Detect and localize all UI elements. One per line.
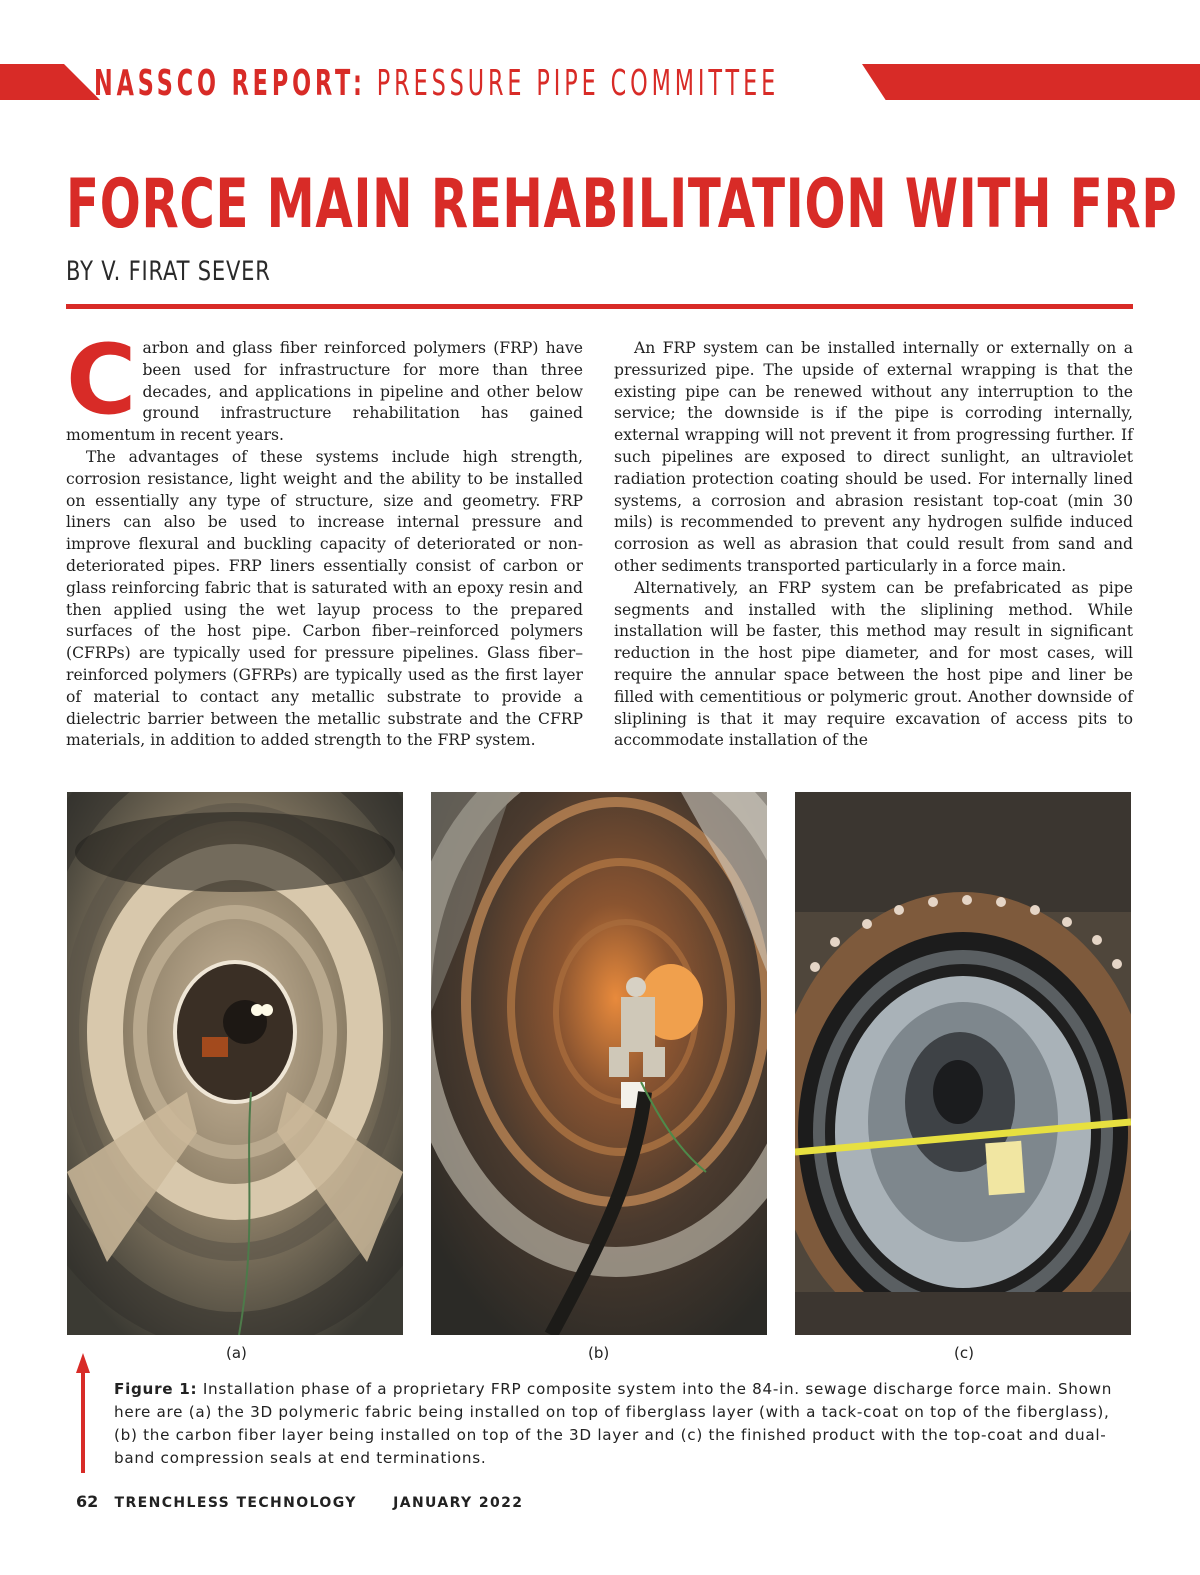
photo-b-worker-in-pipe xyxy=(431,792,767,1335)
paragraph-text: arbon and glass fiber reinforced polymers (FRP) have been used for infrastructure for more than three decades, and applications in pipeline and other below ground infrastructure rehabilitation has gained momentum in recent years. xyxy=(66,339,583,445)
article-byline: BY V. FIRAT SEVER xyxy=(66,256,271,287)
body-paragraph xyxy=(66,324,583,447)
magazine-name: TRENCHLESS TECHNOLOGY xyxy=(114,1495,357,1511)
body-column-right xyxy=(614,338,1133,752)
page-footer xyxy=(76,1490,523,1514)
photo-c-finished-pipe xyxy=(795,792,1131,1335)
figure-caption xyxy=(114,1378,1124,1470)
banner-left-bar xyxy=(0,64,100,100)
photo-a-pipe-interior xyxy=(67,792,403,1335)
section-heading-strong: NASSCO REPORT: xyxy=(94,63,366,104)
body-column-left xyxy=(66,324,583,752)
body-paragraph: The advantages of these systems include high strength, corrosion resistance, light weight and the ability to be installed on essentially any type of structure, size and geometry. FRP liners can also be used to increase internal pressure and improve flexural and buckling capacity of deteriorated or non-deteriorated pipes. FRP liners essentially consist of carbon or glass reinforcing fabric that is saturated with an epoxy resin and then applied using the wet layup process to the prepared surfaces of the host pipe. Carbon fiber–reinforced polymers (CFRPs) are typically used for pressure pipelines. Glass fiber–reinforced polymers (GFRPs) are typically used as the first layer of material to contact any metallic substrate to provide a dielectric barrier between the metallic substrate and the CFRP materials, in addition to added strength to the FRP system. xyxy=(66,447,583,750)
photo-a-label: (a) xyxy=(226,1344,247,1362)
body-paragraph: An FRP system can be installed internally or externally on a pressurized pipe. The upside of external wrapping is that the existing pipe can be renewed without any interruption to the service; the downside is if the pipe is corroding internally, external wrapping will not prevent it from progressing further. If such pipelines are exposed to direct sunlight, an ultraviolet radiation protection coating should be used. For internally lined systems, a corrosion and abrasion resistant top-coat (min 30 mils) is recommended to prevent any hydrogen sulfide induced corrosion as well as abrasion that could result from sand and other sediments transported particularly in a force main. xyxy=(614,339,1133,575)
photo-c-label: (c) xyxy=(954,1344,974,1362)
section-heading-rest: PRESSURE PIPE COMMITTEE xyxy=(365,63,780,104)
photo-b-label: (b) xyxy=(588,1344,610,1362)
figure-caption-label: Figure 1: xyxy=(114,1380,198,1398)
drop-cap: C xyxy=(66,324,137,436)
body-paragraph: Alternatively, an FRP system can be prefabricated as pipe segments and installed with the sliplining method. While installation will be faster, this method may result in significant reduction in the host pipe diameter, and for most cases, will require the annular space between the host pipe and liner be filled with cementitious or polymeric grout. Another downside of sliplining is that it may require excavation of access pits to accommodate installation of the xyxy=(614,578,1133,750)
title-divider xyxy=(66,304,1133,309)
caption-arrow-icon xyxy=(76,1353,90,1473)
issue-date: JANUARY 2022 xyxy=(393,1495,524,1511)
article-title: FORCE MAIN REHABILITATION WITH FRP xyxy=(66,165,1178,244)
section-heading xyxy=(94,62,779,106)
figure-caption-text: Installation phase of a proprietary FRP composite system into the 84-in. sewage discharge force main. Shown here are (a) the 3D polymeric fabric being installed on top of fiberglass layer (with a tack-coat on top of the fiberglass), (b) the carbon fiber layer being installed on top of the 3D layer and (c) the finished product with the top-coat and dual-band compression seals at end terminations. xyxy=(114,1380,1113,1467)
banner-right-bar xyxy=(862,64,1200,100)
page-number: 62 xyxy=(76,1492,99,1511)
